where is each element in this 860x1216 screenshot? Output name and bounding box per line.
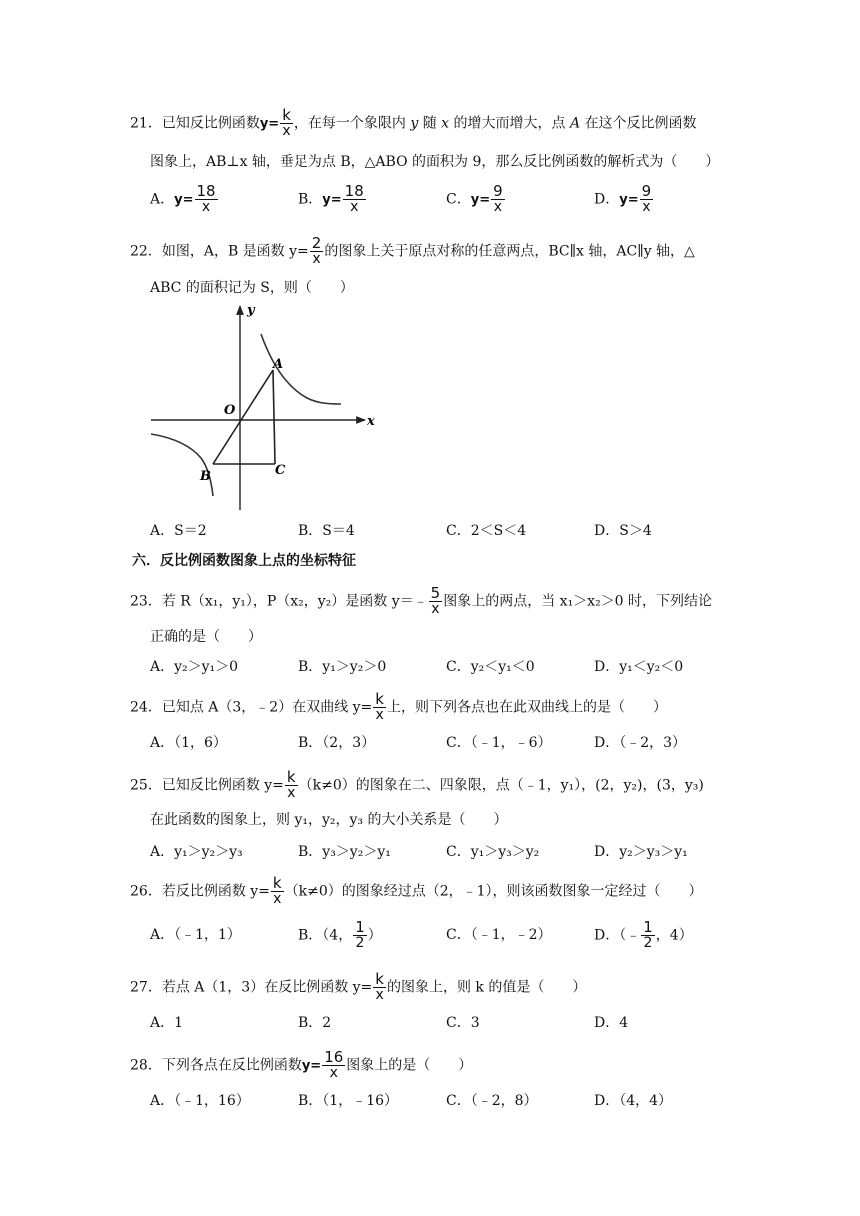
question-number: 28． — [130, 1057, 162, 1074]
segment-ac — [273, 370, 275, 464]
question-21-line2: 图象上，AB⊥x 轴，垂足为点 B，△ABO 的面积为 9，那么反比例函数的解析式为（ ） — [150, 154, 720, 170]
label-y: y — [247, 303, 255, 318]
question-25-line2: 在此函数的图象上，则 y₁，y₂，y₃ 的大小关系是（ ） — [150, 812, 508, 828]
option-a: A．（﹣1，16） — [150, 1093, 250, 1109]
option-b: B．（2，3） — [298, 735, 376, 751]
option-b: B．S＝4 — [298, 523, 355, 539]
option-d: D．（﹣2，3） — [594, 735, 687, 751]
question-28-line1: 28．下列各点在反比例函数y= $\frac{16}{x}$ 图象上的是（ ） — [130, 1048, 473, 1081]
fraction: $\frac{2}{x}$ — [311, 234, 322, 267]
question-number: 24． — [130, 699, 162, 716]
question-26-line1: 26．若反比例函数 y= $\frac{k}{x}$ （k≠0）的图象经过点（2，﹣1），则该函数图象一定经过（ ） — [130, 874, 703, 907]
option-b: B．y₃＞y₂＞y₁ — [298, 844, 391, 860]
option-c: C．y₁＞y₃＞y₂ — [446, 844, 540, 860]
question-21-options — [0, 184, 860, 214]
fraction: $\frac{16}{x}$ — [324, 1048, 344, 1081]
option-b: B．2 — [298, 1015, 332, 1031]
option-c: C．（﹣1，﹣6） — [446, 735, 552, 751]
option-a: A．y= $\frac{18}{x}$ — [150, 182, 216, 215]
question-22-line1: 22．如图，A，B 是函数 y= $\frac{2}{x}$ 的图象上关于原点对称的任意两点，BC∥x 轴，AC∥y 轴，△ — [130, 234, 695, 267]
question-number: 23． — [130, 593, 162, 610]
option-b: B．（4， $\frac{1}{2}$ ） — [298, 918, 382, 951]
fraction: $\frac{5}{x}$ — [430, 584, 441, 617]
option-c: C．2＜S＜4 — [446, 523, 527, 539]
question-number: 25． — [130, 777, 162, 794]
question-27-options — [0, 1008, 860, 1038]
option-c: C．y₂＜y₁＜0 — [446, 659, 535, 675]
question-number: 26． — [130, 883, 162, 900]
option-c: C．（﹣2，8） — [446, 1093, 538, 1109]
option-a: A．y₂＞y₁＞0 — [150, 659, 239, 675]
section-heading: 六．反比例函数图象上点的坐标特征 — [132, 553, 356, 569]
option-d: D．（﹣ $\frac{1}{2}$ ，4） — [594, 918, 693, 951]
label-c: C — [275, 463, 286, 478]
fraction: $\frac{k}{x}$ — [375, 690, 384, 723]
fraction: $\frac{k}{x}$ — [282, 106, 291, 139]
option-a: A．1 — [150, 1015, 184, 1031]
option-a: A．（1，6） — [150, 735, 227, 751]
option-d: D．y₂＞y₃＞y₁ — [594, 844, 688, 860]
question-21-line1: 21．已知反比例函数y= $\frac{k}{x}$ ，在每一个象限内 y 随 x 的增大而增大，点 A 在这个反比例函数 — [130, 106, 697, 139]
option-c: C．（﹣1，﹣2） — [446, 927, 552, 943]
question-number: 21． — [130, 115, 162, 132]
question-28-options — [0, 1086, 860, 1116]
question-number: 22． — [130, 243, 162, 260]
option-b: B．y= $\frac{18}{x}$ — [298, 182, 364, 215]
option-b: B．（1，﹣16） — [298, 1093, 399, 1109]
question-25-options — [0, 837, 860, 867]
option-d: D．y₁＜y₂＜0 — [594, 659, 684, 675]
question-25-line1: 25．已知反比例函数 y= $\frac{k}{x}$ （k≠0）的图象在二、四象限，点（﹣1，y₁），(2，y₂)，(3，y₃) — [130, 768, 704, 801]
option-d: D．（4，4） — [594, 1093, 673, 1109]
option-a: A．y₁＞y₂＞y₃ — [150, 844, 243, 860]
label-b: B — [200, 469, 211, 484]
option-c: C．3 — [446, 1015, 480, 1031]
fraction: $\frac{k}{x}$ — [375, 970, 384, 1003]
question-23-options — [0, 652, 860, 682]
question-23-line1: 23．若 R（x₁，y₁），P（x₂，y₂）是函数 y＝﹣ $\frac{5}{x}$ 图象上的两点，当 x₁＞x₂＞0 时，下列结论 — [130, 584, 713, 617]
label-a: A — [273, 357, 284, 372]
option-d: D．S＞4 — [594, 523, 652, 539]
question-24-line1: 24．已知点 A（3，﹣2）在双曲线 y= $\frac{k}{x}$ 上，则下列各点也在此双曲线上的是（ ） — [130, 690, 667, 723]
question-23-line2: 正确的是（ ） — [150, 629, 262, 645]
label-x: x — [367, 414, 375, 429]
question-26-options — [0, 920, 860, 950]
option-a: A．（﹣1，1） — [150, 927, 241, 943]
option-d: D．y= $\frac{9}{x}$ — [594, 182, 652, 215]
question-22-line2: ABC 的面积记为 S，则（ ） — [150, 280, 354, 296]
question-24-options — [0, 728, 860, 758]
hyperbola-figure — [145, 302, 385, 514]
fraction: $\frac{k}{x}$ — [286, 768, 296, 801]
option-c: C．y= $\frac{9}{x}$ — [446, 182, 503, 215]
option-a: A．S＝2 — [150, 523, 207, 539]
question-22-options — [0, 516, 860, 546]
segment-ab — [213, 370, 273, 464]
question-number: 27． — [130, 979, 162, 996]
label-origin: O — [224, 403, 236, 418]
question-27-line1: 27．若点 A（1，3）在反比例函数 y= $\frac{k}{x}$ 的图象上，则 k 的值是（ ） — [130, 970, 587, 1003]
fraction: $\frac{k}{x}$ — [272, 874, 282, 907]
option-b: B．y₁＞y₂＞0 — [298, 659, 387, 675]
hyperbola-branch-left — [151, 434, 213, 496]
option-d: D．4 — [594, 1015, 629, 1031]
